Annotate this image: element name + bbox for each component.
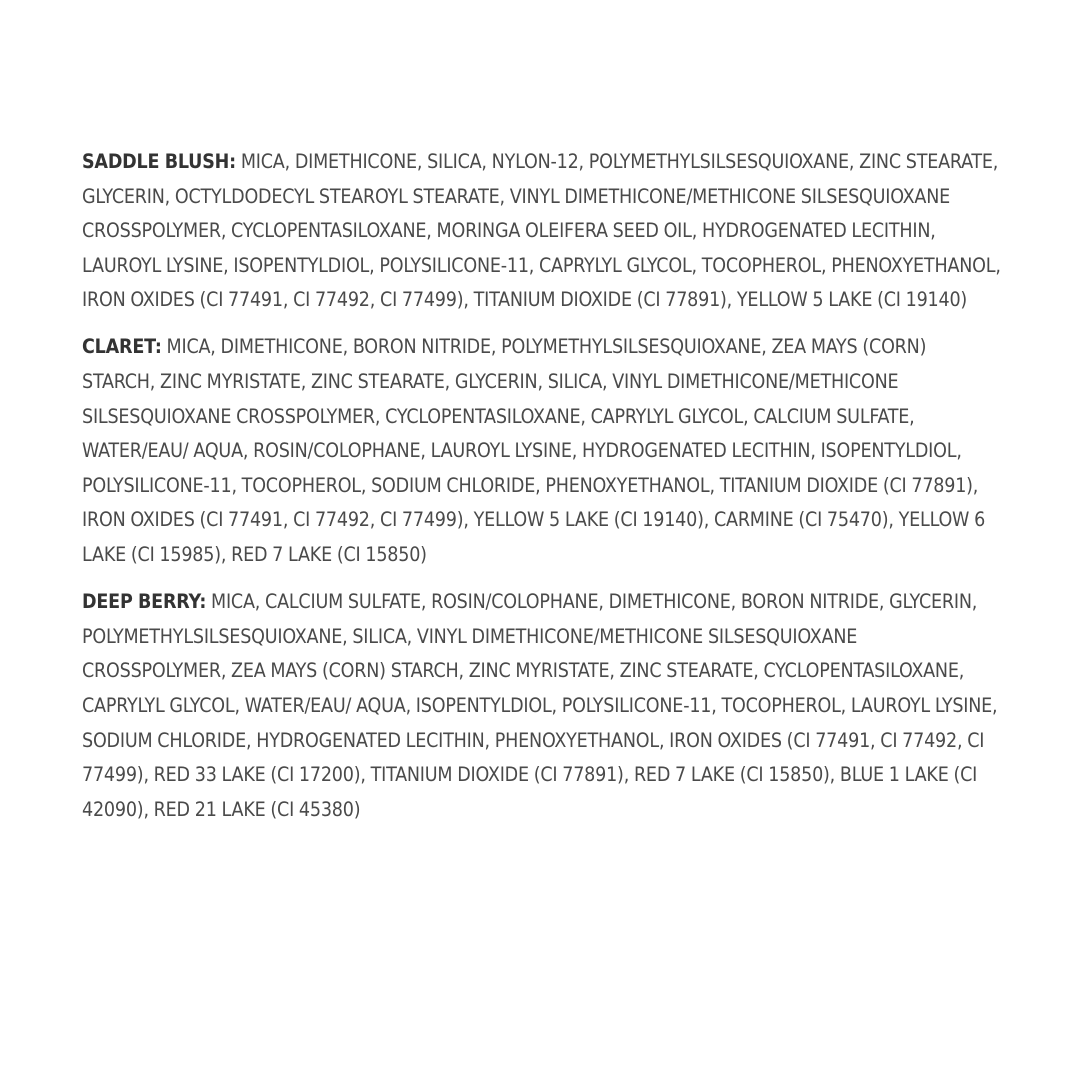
ingredient-text: MICA, CALCIUM SULFATE, ROSIN/COLOPHANE, DIMETHICONE, BORON NITRIDE, GLYCERIN, POLYMETHYLSILSESQUIOXANE, SILICA, VINYL DIMETHICONE/METHICONE SILSESQUIOXANE CROSSPOLYMER, ZEA MAYS (CORN) STARCH, ZINC MYRISTATE, ZINC STEARATE, CYCLOPENTASILOXANE, CAPRYLYL GLYCOL, WATER/EAU/ AQUA, ISOPENTYLDIOL, POLYSILICONE-11, TOCOPHEROL, LAUROYL LYSINE, SODIUM CHLORIDE, HYDROGENATED LECITHIN, PHENOXYETHANOL, IRON OXIDES (CI 77491, CI 77492, CI 77499), RED 33 LAKE (CI 17200), TITANIUM DIOXIDE (CI 77891), RED 7 LAKE (CI 15850), BLUE 1 LAKE (CI 42090), RED 21 LAKE (CI 45380) bbox=[82, 590, 998, 821]
shade-ingredients-saddle-blush bbox=[82, 145, 1002, 318]
ingredient-text: MICA, DIMETHICONE, SILICA, NYLON-12, POLYMETHYLSILSESQUIOXANE, ZINC STEARATE, GLYCERIN, OCTYLDODECYL STEAROYL STEARATE, VINYL DIMETHICONE/METHICONE SILSESQUIOXANE CROSSPOLYMER, CYCLOPENTASILOXANE, MORINGA OLEIFERA SEED OIL, HYDROGENATED LECITHIN, LAUROYL LYSINE, ISOPENTYLDIOL, POLYSILICONE-11, CAPRYLYL GLYCOL, TOCOPHEROL, PHENOXYETHANOL, IRON OXIDES (CI 77491, CI 77492, CI 77499), TITANIUM DIOXIDE (CI 77891), YELLOW 5 LAKE (CI 19140) bbox=[82, 150, 1001, 312]
shade-ingredients-deep-berry bbox=[82, 585, 1002, 827]
ingredient-text: MICA, DIMETHICONE, BORON NITRIDE, POLYMETHYLSILSESQUIOXANE, ZEA MAYS (CORN) STARCH, ZINC MYRISTATE, ZINC STEARATE, GLYCERIN, SILICA, VINYL DIMETHICONE/METHICONE SILSESQUIOXANE CROSSPOLYMER, CYCLOPENTASILOXANE, CAPRYLYL GLYCOL, CALCIUM SULFATE, WATER/EAU/ AQUA, ROSIN/COLOPHANE, LAUROYL LYSINE, HYDROGENATED LECITHIN, ISOPENTYLDIOL, POLYSILICONE-11, TOCOPHEROL, SODIUM CHLORIDE, PHENOXYETHANOL, TITANIUM DIOXIDE (CI 77891), IRON OXIDES (CI 77491, CI 77492, CI 77499), YELLOW 5 LAKE (CI 19140), CARMINE (CI 75470), YELLOW 6 LAKE (CI 15985), RED 7 LAKE (CI 15850) bbox=[82, 335, 986, 567]
shade-ingredients-claret bbox=[82, 330, 1002, 572]
ingredients-list bbox=[82, 145, 1002, 827]
shade-name: DEEP BERRY: bbox=[82, 590, 207, 614]
shade-name: CLARET: bbox=[82, 335, 162, 359]
shade-name: SADDLE BLUSH: bbox=[82, 150, 236, 173]
